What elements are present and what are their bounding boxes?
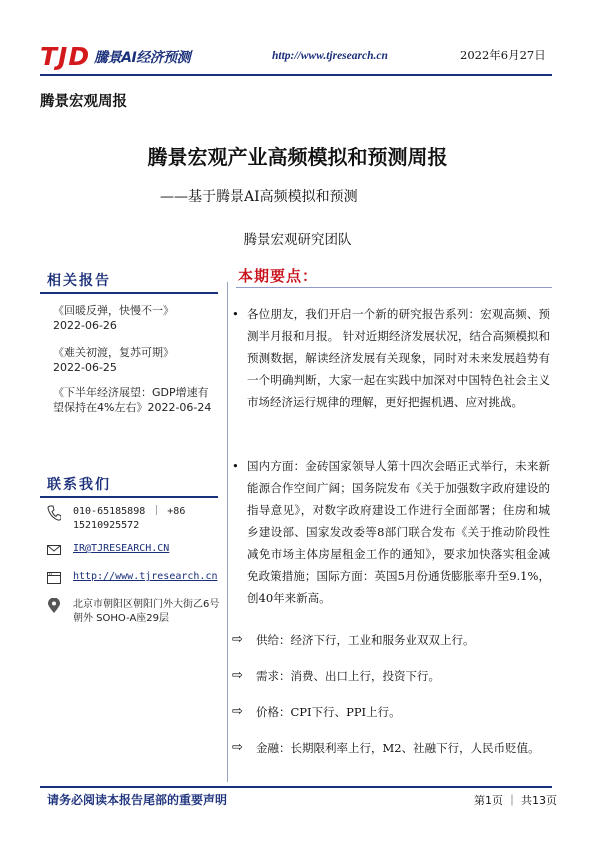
key-point-text: 国内方面：金砖国家领导人第十四次会晤正式举行，未来新能源合作空间广阔；国务院发布《关于加强数字政府建设的指导意见》，对数字政府建设工作进行全面部署；住房和城乡建设部、国家发改委等8部门联合发布《关于推动阶段性减免市场主体房屋租金工作的通知》，要求加快落实租金减免政策措施；国际方面：英国5月份通货膨胀率升至9.1%，创40年来新高。 — [247, 459, 550, 605]
related-reports-heading: 相关报告 — [47, 273, 111, 289]
contact-divider — [40, 496, 218, 498]
key-point-arrow-item — [232, 665, 550, 687]
phone-icon — [47, 505, 61, 521]
contact-website-link[interactable]: http://www.tjresearch.cn — [73, 571, 218, 582]
column-separator — [227, 282, 228, 782]
contact-heading: 联系我们 — [47, 477, 111, 493]
key-point-bullet — [232, 303, 550, 413]
related-report-title: 《回暖反弹，快慢不一》 — [53, 304, 174, 317]
header-divider — [40, 74, 552, 76]
footer-divider — [40, 786, 552, 788]
arrow-item-text: 价格：CPI下行、PPI上行。 — [256, 705, 401, 719]
related-reports-divider — [40, 292, 218, 294]
footer-disclaimer: 请务必阅读本报告尾部的重要声明 — [47, 793, 228, 807]
arrow-item-text: 需求：消费、出口上行，投资下行。 — [256, 669, 440, 683]
report-subtitle: ——基于腾景AI高频模拟和预测 — [160, 189, 358, 205]
logo-mark: TJD — [40, 42, 91, 71]
key-point-arrow-item — [232, 629, 550, 651]
browser-icon — [47, 570, 61, 586]
research-team: 腾景宏观研究团队 — [243, 232, 352, 248]
series-label: 腾景宏观周报 — [40, 94, 127, 110]
bullet-dot-icon: • — [232, 307, 239, 321]
related-report-date: 2022-06-25 — [53, 361, 117, 374]
location-pin-icon — [47, 598, 61, 614]
key-point-bullet — [232, 455, 550, 609]
arrow-item-text: 供给：经济下行，工业和服务业双双上行。 — [256, 633, 475, 647]
report-date: 2022年6月27日 — [460, 48, 546, 62]
arrow-right-icon: ⇨ — [232, 632, 243, 647]
key-points-divider — [236, 287, 552, 288]
logo-text: 騰景AI经济预测 — [94, 50, 191, 66]
contact-phone: 010-65185898 ｜ +86 15210925572 — [73, 506, 186, 531]
related-report-title: 《难关初渡，复苏可期》 — [53, 346, 174, 359]
page-number: 第1页 ｜ 共13页 — [474, 794, 557, 807]
key-point-text: 各位朋友，我们开启一个新的研究报告系列：宏观高频、预测半月报和月报。 针对近期经济发展状况，结合高频模拟和预测数据，解读经济发展有关现象，同时对未来发展趋势有一个明确判断，大家一起在实践中加深对中国特色社会主义市场经济运行规律的理解，更好把握机遇、应对挑战。 — [247, 307, 550, 409]
key-point-arrow-item — [232, 737, 550, 759]
arrow-right-icon: ⇨ — [232, 704, 243, 719]
key-point-arrow-item — [232, 701, 550, 723]
envelope-icon — [47, 542, 61, 558]
arrow-right-icon: ⇨ — [232, 740, 243, 755]
company-logo — [40, 44, 190, 70]
report-title: 腾景宏观产业高频模拟和预测周报 — [147, 145, 448, 169]
arrow-right-icon: ⇨ — [232, 668, 243, 683]
contact-address: 北京市朝阳区朝阳门外大街乙6号朝外 SOHO-A座29层 — [73, 599, 220, 624]
contact-phone-row — [47, 505, 203, 533]
contact-email-row — [47, 542, 169, 558]
related-report-date: 2022-06-26 — [53, 319, 117, 332]
header-url-link[interactable]: http://www.tjresearch.cn — [272, 50, 388, 62]
key-points-heading: 本期要点： — [238, 267, 319, 285]
arrow-item-text: 金融：长期限利率上行，M2、社融下行，人民币贬值。 — [256, 741, 540, 755]
related-report-date: 2022-06-24 — [147, 401, 212, 414]
contact-address-row — [47, 598, 223, 626]
contact-email-link[interactable]: IR@TJRESEARCH.CN — [73, 543, 170, 554]
related-report-title: 《下半年经济展望：GDP增速有望保持在4%左右》 — [53, 386, 209, 414]
related-report-item[interactable] — [53, 303, 213, 333]
related-report-item[interactable] — [53, 385, 213, 415]
contact-website-row — [47, 570, 218, 586]
bullet-dot-icon: • — [232, 459, 239, 473]
related-report-item[interactable] — [53, 345, 213, 375]
